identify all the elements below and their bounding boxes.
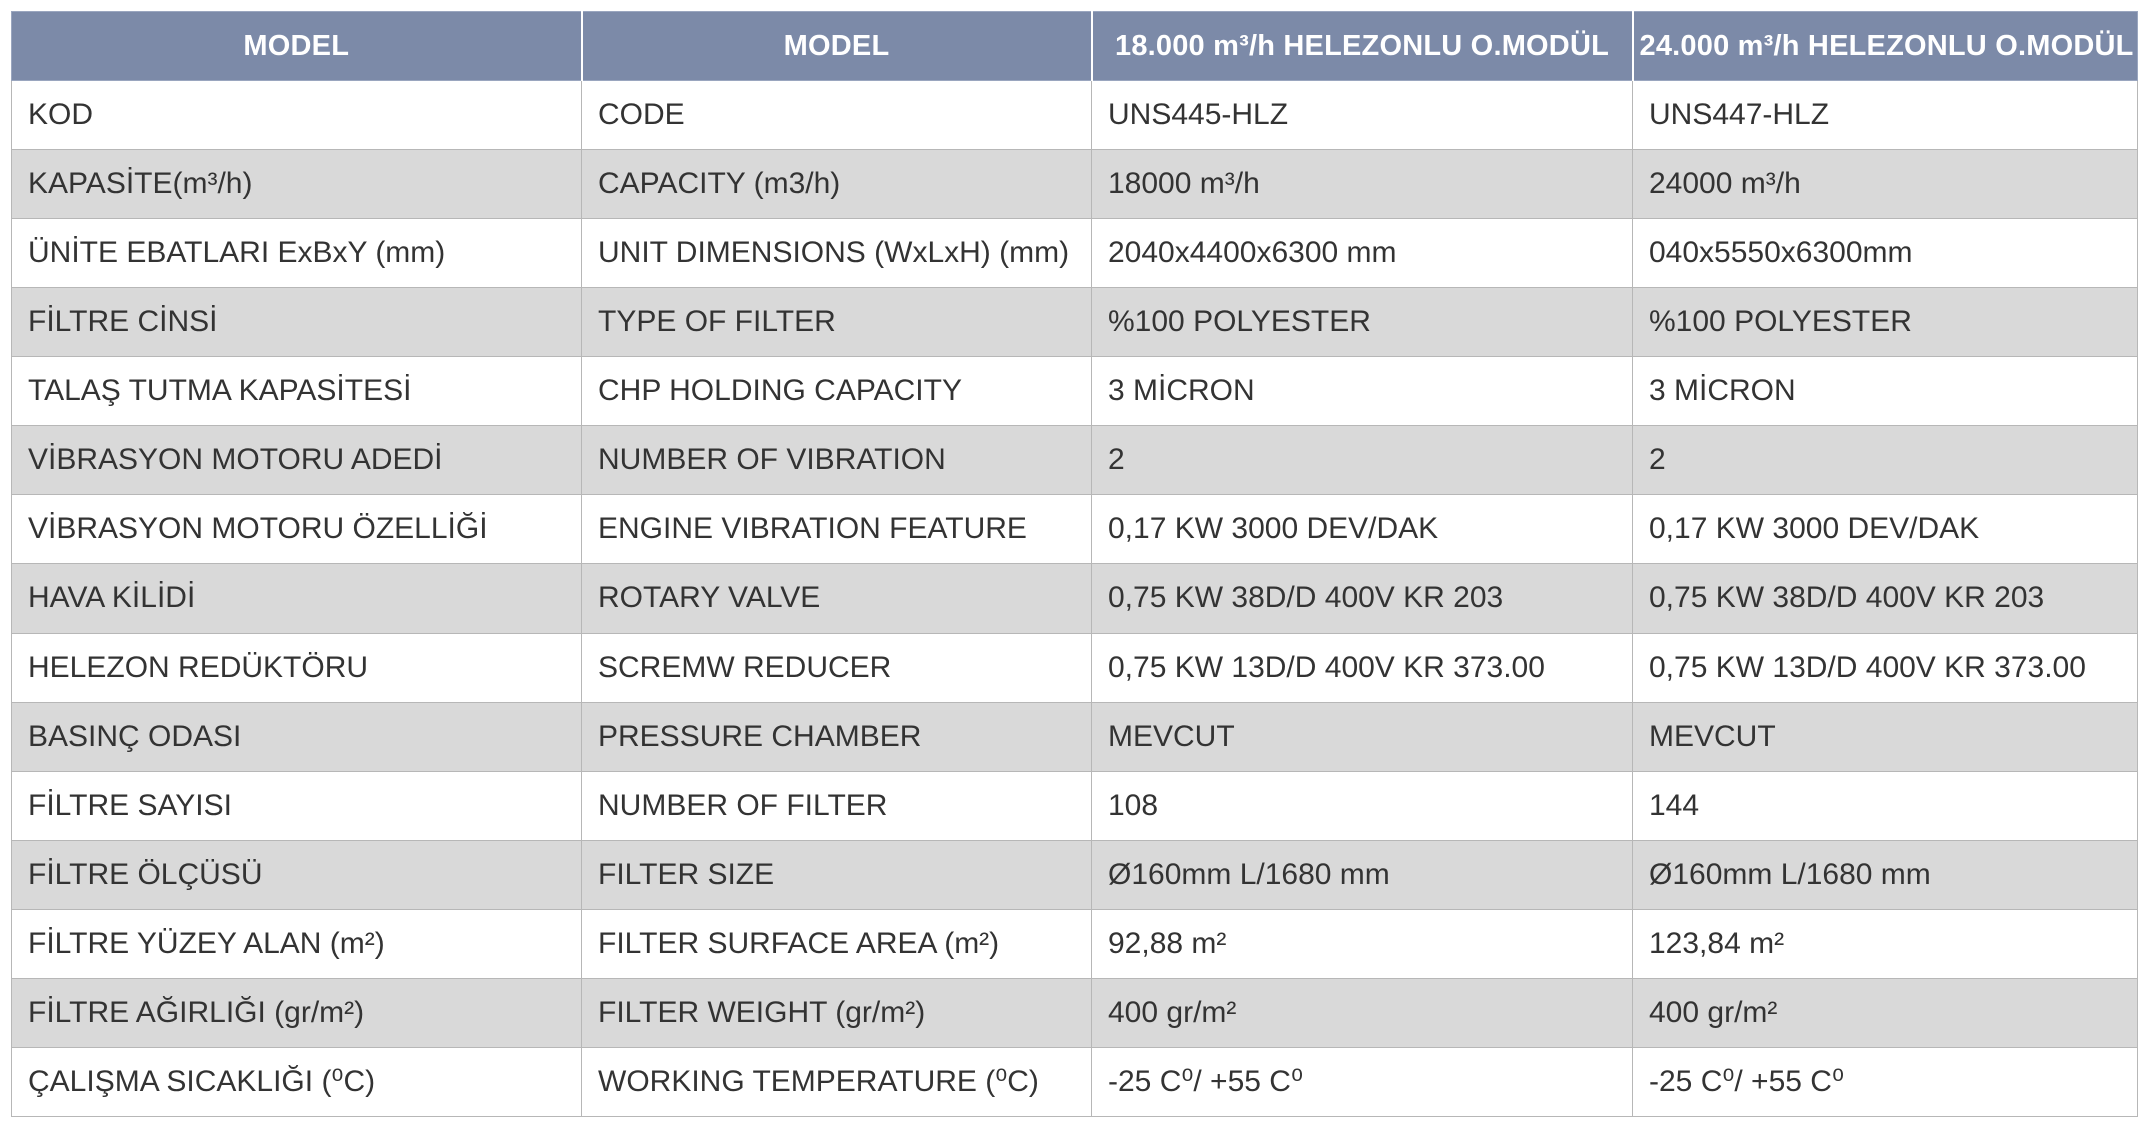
cell-label-tr: TALAŞ TUTMA KAPASİTESİ <box>12 357 582 426</box>
cell-value-18000: MEVCUT <box>1092 702 1633 771</box>
cell-value-18000: -25 C⁰/ +55 C⁰ <box>1092 1047 1633 1116</box>
cell-value-24000: 123,84 m² <box>1633 909 2138 978</box>
cell-label-en: FILTER SURFACE AREA (m²) <box>582 909 1092 978</box>
table-row <box>12 150 2138 219</box>
table-row <box>12 702 2138 771</box>
cell-value-24000: 0,75 KW 38D/D 400V KR 203 <box>1633 564 2138 633</box>
cell-label-tr: FİLTRE AĞIRLIĞI (gr/m²) <box>12 978 582 1047</box>
cell-label-tr: VİBRASYON MOTORU ADEDİ <box>12 426 582 495</box>
header-18000-module: 18.000 m³/h HELEZONLU O.MODÜL <box>1092 12 1633 81</box>
cell-label-tr: HAVA KİLİDİ <box>12 564 582 633</box>
cell-label-en: CODE <box>582 81 1092 150</box>
cell-label-en: CAPACITY (m3/h) <box>582 150 1092 219</box>
spec-table <box>11 11 2138 1117</box>
spec-table-container <box>11 11 2137 1117</box>
cell-value-24000: 0,17 KW 3000 DEV/DAK <box>1633 495 2138 564</box>
cell-value-24000: -25 C⁰/ +55 C⁰ <box>1633 1047 2138 1116</box>
cell-value-18000: 2 <box>1092 426 1633 495</box>
table-row <box>12 909 2138 978</box>
cell-label-tr: ÇALIŞMA SICAKLIĞI (⁰C) <box>12 1047 582 1116</box>
cell-value-18000: 0,75 KW 38D/D 400V KR 203 <box>1092 564 1633 633</box>
table-body <box>12 81 2138 1117</box>
cell-value-24000: 0,75 KW 13D/D 400V KR 373.00 <box>1633 633 2138 702</box>
table-row <box>12 288 2138 357</box>
cell-label-en: ENGINE VIBRATION FEATURE <box>582 495 1092 564</box>
header-row <box>12 12 2138 81</box>
cell-label-en: FILTER WEIGHT (gr/m²) <box>582 978 1092 1047</box>
cell-label-en: ROTARY VALVE <box>582 564 1092 633</box>
cell-label-tr: FİLTRE YÜZEY ALAN (m²) <box>12 909 582 978</box>
table-row <box>12 840 2138 909</box>
cell-label-tr: KAPASİTE(m³/h) <box>12 150 582 219</box>
cell-label-en: NUMBER OF VIBRATION <box>582 426 1092 495</box>
cell-value-24000: 3 MİCRON <box>1633 357 2138 426</box>
cell-value-24000: 144 <box>1633 771 2138 840</box>
cell-label-en: TYPE OF FILTER <box>582 288 1092 357</box>
table-row <box>12 1047 2138 1116</box>
header-model-en: MODEL <box>582 12 1092 81</box>
cell-value-18000: Ø160mm L/1680 mm <box>1092 840 1633 909</box>
table-row <box>12 978 2138 1047</box>
cell-value-18000: 18000 m³/h <box>1092 150 1633 219</box>
header-model-tr: MODEL <box>12 12 582 81</box>
cell-value-24000: 040x5550x6300mm <box>1633 219 2138 288</box>
table-row <box>12 426 2138 495</box>
table-row <box>12 81 2138 150</box>
cell-label-en: NUMBER OF FILTER <box>582 771 1092 840</box>
cell-label-en: FILTER SIZE <box>582 840 1092 909</box>
cell-value-18000: 3 MİCRON <box>1092 357 1633 426</box>
cell-label-tr: ÜNİTE EBATLARI ExBxY (mm) <box>12 219 582 288</box>
cell-label-tr: FİLTRE CİNSİ <box>12 288 582 357</box>
cell-value-24000: 400 gr/m² <box>1633 978 2138 1047</box>
cell-value-18000: 92,88 m² <box>1092 909 1633 978</box>
cell-label-en: UNIT DIMENSIONS (WxLxH) (mm) <box>582 219 1092 288</box>
cell-value-18000: 0,75 KW 13D/D 400V KR 373.00 <box>1092 633 1633 702</box>
cell-value-18000: 400 gr/m² <box>1092 978 1633 1047</box>
cell-value-18000: 0,17 KW 3000 DEV/DAK <box>1092 495 1633 564</box>
cell-label-tr: HELEZON REDÜKTÖRU <box>12 633 582 702</box>
table-row <box>12 564 2138 633</box>
cell-value-24000: %100 POLYESTER <box>1633 288 2138 357</box>
cell-value-18000: %100 POLYESTER <box>1092 288 1633 357</box>
cell-value-18000: 2040x4400x6300 mm <box>1092 219 1633 288</box>
table-row <box>12 219 2138 288</box>
cell-label-tr: KOD <box>12 81 582 150</box>
cell-label-tr: FİLTRE ÖLÇÜSÜ <box>12 840 582 909</box>
cell-label-tr: BASINÇ ODASI <box>12 702 582 771</box>
cell-label-en: WORKING TEMPERATURE (⁰C) <box>582 1047 1092 1116</box>
table-row <box>12 495 2138 564</box>
table-header <box>12 12 2138 81</box>
cell-label-en: SCREMW REDUCER <box>582 633 1092 702</box>
cell-label-en: PRESSURE CHAMBER <box>582 702 1092 771</box>
table-row <box>12 357 2138 426</box>
cell-value-24000: MEVCUT <box>1633 702 2138 771</box>
cell-value-24000: 24000 m³/h <box>1633 150 2138 219</box>
cell-label-en: CHP HOLDING CAPACITY <box>582 357 1092 426</box>
cell-value-18000: UNS445-HLZ <box>1092 81 1633 150</box>
cell-label-tr: FİLTRE SAYISI <box>12 771 582 840</box>
cell-label-tr: VİBRASYON MOTORU ÖZELLİĞİ <box>12 495 582 564</box>
table-row <box>12 633 2138 702</box>
header-24000-module: 24.000 m³/h HELEZONLU O.MODÜL <box>1633 12 2138 81</box>
cell-value-24000: Ø160mm L/1680 mm <box>1633 840 2138 909</box>
table-row <box>12 771 2138 840</box>
cell-value-18000: 108 <box>1092 771 1633 840</box>
cell-value-24000: UNS447-HLZ <box>1633 81 2138 150</box>
cell-value-24000: 2 <box>1633 426 2138 495</box>
